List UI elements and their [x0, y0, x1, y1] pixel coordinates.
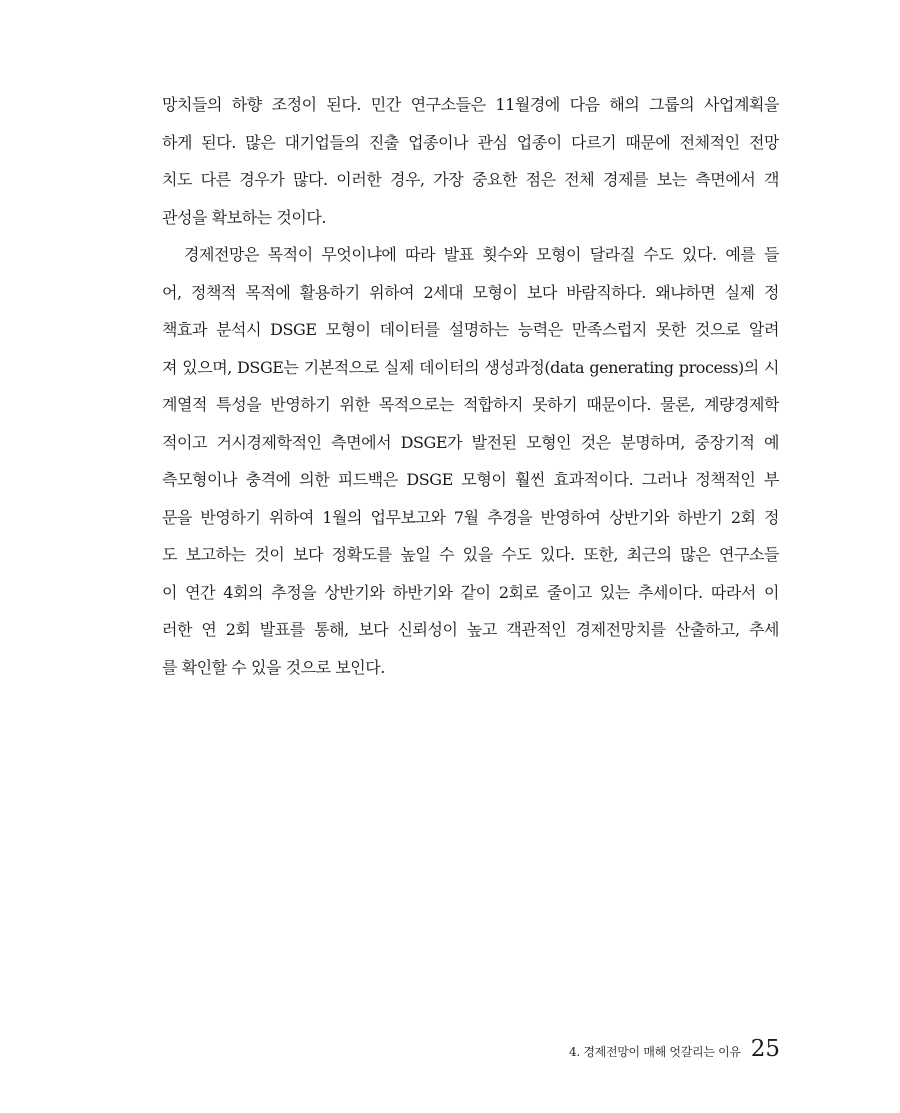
- paragraph-1-line-4: 관성을 확보하는 것이다.: [162, 207, 326, 227]
- running-title: 4. 경제전망이 매해 엇갈리는 이유: [569, 1045, 741, 1059]
- paragraph-2-line-12: 를 확인할 수 있을 것으로 보인다.: [162, 657, 385, 677]
- page-footer: [450, 1036, 780, 1068]
- paragraph-2-line-4: 져 있으며, DSGE는 기본적으로 실제 데이터의 생성과정(data generating process)의 시: [162, 357, 779, 377]
- paragraph-2-line-7: 측모형이나 충격에 의한 피드백은 DSGE 모형이 훨씬 효과적이다. 그러나 정책적인 부: [162, 470, 779, 489]
- paragraph-2-line-1: 경제전망은 목적이 무엇이냐에 따라 발표 횟수와 모형이 달라질 수도 있다. 예를 들: [184, 245, 779, 264]
- paragraph-2-line-6: 적이고 거시경제학적인 측면에서 DSGE가 발전된 모형인 것은 분명하며, 중장기적 예: [162, 432, 779, 452]
- paragraph-2-line-5: 계열적 특성을 반영하기 위한 목적으로는 적합하지 못하기 때문이다. 물론, 계량경제학: [162, 395, 779, 414]
- paragraph-1-line-1: 망치들의 하향 조정이 된다. 민간 연구소들은 11월경에 다음 해의 그룹의 사업계획을: [162, 95, 779, 114]
- paragraph-2-line-3: 책효과 분석시 DSGE 모형이 데이터를 설명하는 능력은 만족스럽지 못한 것으로 알려: [162, 320, 779, 339]
- paragraph-1-line-3: 치도 다른 경우가 많다. 이러한 경우, 가장 중요한 점은 전체 경제를 보는 측면에서 객: [162, 170, 779, 189]
- paragraph-2-line-10: 이 연간 4회의 추정을 상반기와 하반기와 같이 2회로 줄이고 있는 추세이다. 따라서 이: [162, 582, 779, 602]
- paragraph-2-line-8: 문을 반영하기 위하여 1월의 업무보고와 7월 추경을 반영하여 상반기와 하반기 2회 정: [162, 507, 779, 527]
- body-text: [162, 86, 779, 686]
- paragraph-2-line-11: 러한 연 2회 발표를 통해, 보다 신뢰성이 높고 객관적인 경제전망치를 산출하고, 추세: [162, 620, 779, 639]
- paragraph-2-line-9: 도 보고하는 것이 보다 정확도를 높일 수 있을 수도 있다. 또한, 최근의 많은 연구소들: [162, 545, 779, 564]
- page-number: 25: [750, 1036, 780, 1062]
- paragraph-2-line-2: 어, 정책적 목적에 활용하기 위하여 2세대 모형이 보다 바람직하다. 왜냐하면 실제 정: [162, 282, 779, 302]
- paragraph-1-line-2: 하게 된다. 많은 대기업들의 진출 업종이나 관심 업종이 다르기 때문에 전체적인 전망: [162, 132, 779, 152]
